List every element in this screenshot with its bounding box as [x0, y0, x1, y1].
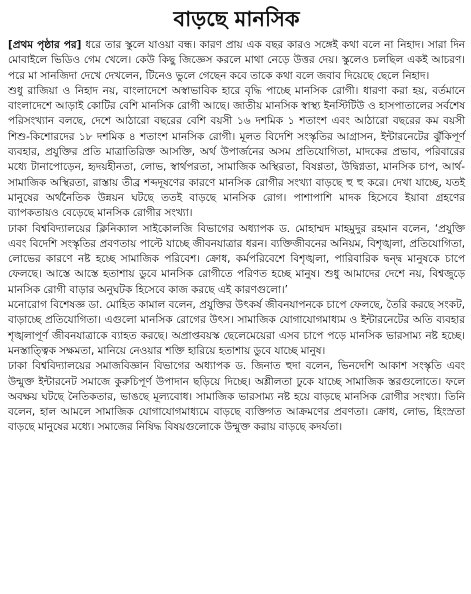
article-paragraph-1 — [8, 38, 465, 84]
article-body — [8, 38, 465, 436]
paragraph-text: শুধু রাজিয়া ও নিহাদ নয়, বাংলাদেশে অস্বাভাবিক হারে বৃদ্ধি পাচ্ছে মানসিক রোগী। ধারণা করা হয়, বর্তমানে বাংলাদেশে আড়াই কোটির বেশি মানসিক রোগী আছে। জাতীয় মানসিক স্বাস্থ্য ইনস্টিটিউ ও হাসপাতালের সর্বশেষ পরিসংখ্যান বলছে, দেশে আঠারো বছরের বেশি বয়সী ১৬ দশমিক ১ শতাংশ এবং আঠারো বছরের কম বয়সী শিশু-কিশোরদের ১৮ দশমিক ৪ শতাংশ মানসিক রোগী। মূলত বিদেশি সংস্কৃতির আগ্রাসন, ইন্টারনেটের ঝুঁকিপূর্ণ ব্যবহার, প্রযুক্তির প্রতি মাত্রাতিরিক্ত আসক্তি, অর্থ উপার্জনের অসম প্রতিযোগিতা, মাদকের প্রভাব, পরিবারের মধ্যে টানাপোড়েন, হৃদয়হীনতা, লোভ, স্বার্থপরতা, সামাজিক অস্থিরতা, বিষণ্ণতা, উদ্বিগ্নতা, মানসিক চাপ, আর্থ-সামাজিক অস্থিরতা, রাস্তায় তীব্র শব্দদূষণের কারণে মানসিক রোগীর সংখ্যা বাড়ছে হু হু করে। দেখা যাচ্ছে, যতই মানুষের অর্থনৈতিক উন্নয়ন ঘটছে ততই বাড়ছে মানসিক রোগ। পাশাপাশি মাদক হিসেবে ইয়াবা গ্রহণের ব্যাপকতায়ও বেড়েছে মানসিক রোগীর সংখ্যা। — [8, 84, 465, 220]
paragraph-text: ধরে তার স্কুলে যাওয়া বন্ধ। কারণ প্রায় এক বছর কারও সঙ্গেই কথা বলে না নিহাদ। সারা দিন মোবাইলে ভিডিও গেম খেলে। কেউ কিছু জিজ্ঞেস করলে মাথা নেড়ে উত্তর দেয়। স্কুলেও চলছিল একই আচরণ। পরে মা সানজিদা দেখে দেখলেন, টিনেও ভুলে গেছেন কবে তাকে কথা বলে জবাব দিয়েছে ছেলে নিহাদ। — [8, 39, 465, 82]
article-paragraph-2 — [8, 84, 465, 222]
headline: বাড়ছে মানসিক — [173, 7, 300, 31]
paragraph-text: ঢাকা বিশ্ববিদ্যালয়ের ক্লিনিক্যাল সাইকোলজি বিভাগের অধ্যাপক ড. মোহাম্মদ মাহমুদুর রহমান বলেন, ‘প্রযুক্তি এবং বিদেশি সংস্কৃতির প্রবণতায় পাল্টে যাচ্ছে জীবনযাত্রার ধরন। ব্যক্তিজীবনের অনিয়ম, বিশৃঙ্খলা, প্রতিযোগিতা, লোভের কারণে নষ্ট হচ্ছে সামাজিক পরিবেশ। ক্রোধ, কর্মপরিবেশে বিশৃঙ্খলা, পারিবারিক দ্বন্দ্ব মানুষকে চাপে ফেলছে। আস্তে আস্তে হতাশায় ডুবে মানসিক রোগীতে পরিণত হচ্ছে মানুষ। শুধু আমাদের দেশে নয়, বিশ্বজুড়ে মানসিক রোগী বাড়ার অনুঘটক হিসেবে কাজ করছে এই কারণগুলো।’ — [8, 222, 465, 296]
paragraph-text: মনোরোগ বিশেষজ্ঞ ডা. মোহিত কামাল বলেন, প্রযুক্তির উৎকর্ষ জীবনযাপনকে চাপে ফেলছে, তৈরি করছে সংকট, বাড়াচ্ছে প্রতিযোগিতা। এগুলো মানসিক রোগের উৎস। সামাজিক যোগাযোগমাধ্যম ও ইন্টারনেটের অতি ব্যবহার শৃঙ্খলাপূর্ণ জীবনযাত্রাকে ব্যাহত করছে। অপ্রাপ্তবয়স্ক ছেলেমেয়েরা এসব চাপে পড়ে মানসিক ভারসাম্য নষ্ট হচ্ছে। মনস্তাত্ত্বিক সক্ষমতা, মানিয়ে নেওয়ার শক্তি হারিয়ে হতাশায় ডুবে যাচ্ছে মানুষ। — [8, 299, 465, 357]
continuation-tag: [প্রথম পৃষ্ঠার পর] — [8, 39, 82, 51]
paragraph-text: ঢাকা বিশ্ববিদ্যালয়ের সমাজবিজ্ঞান বিভাগের অধ্যাপক ড. জিনাত হুদা বলেন, ভিনদেশি আকাশ সংস্কৃতি এবং উন্মুক্ত ইন্টারনেট সমাজে কুরুচিপূর্ণ উপাদান ছড়িয়ে দিচ্ছে। অশ্লীলতা ঢুকে যাচ্ছে সামাজিক স্তরগুলোতে। ফলে অবক্ষয় ঘটছে নৈতিকতার, ভাঙছে মূল্যবোধ। সামাজিক ভারসাম্য নষ্ট হয়ে বাড়ছে মানসিক রোগীর সংখ্যা। তিনি বলেন, হাল আমলে সামাজিক যোগাযোগমাধ্যমে বাড়ছে ব্যক্তিগত আক্রমণের প্রবণতা। ক্রোধ, লোভ, হিংস্রতা বাড়ছে মানুষের মধ্যে। সমাজের নিষিদ্ধ বিষয়গুলোকে উন্মুক্ত করায় বাড়ছে কদর্যতা। — [8, 360, 465, 434]
article-paragraph-3 — [8, 222, 465, 298]
article-paragraph-4 — [8, 298, 465, 359]
article-paragraph-5 — [8, 359, 465, 435]
